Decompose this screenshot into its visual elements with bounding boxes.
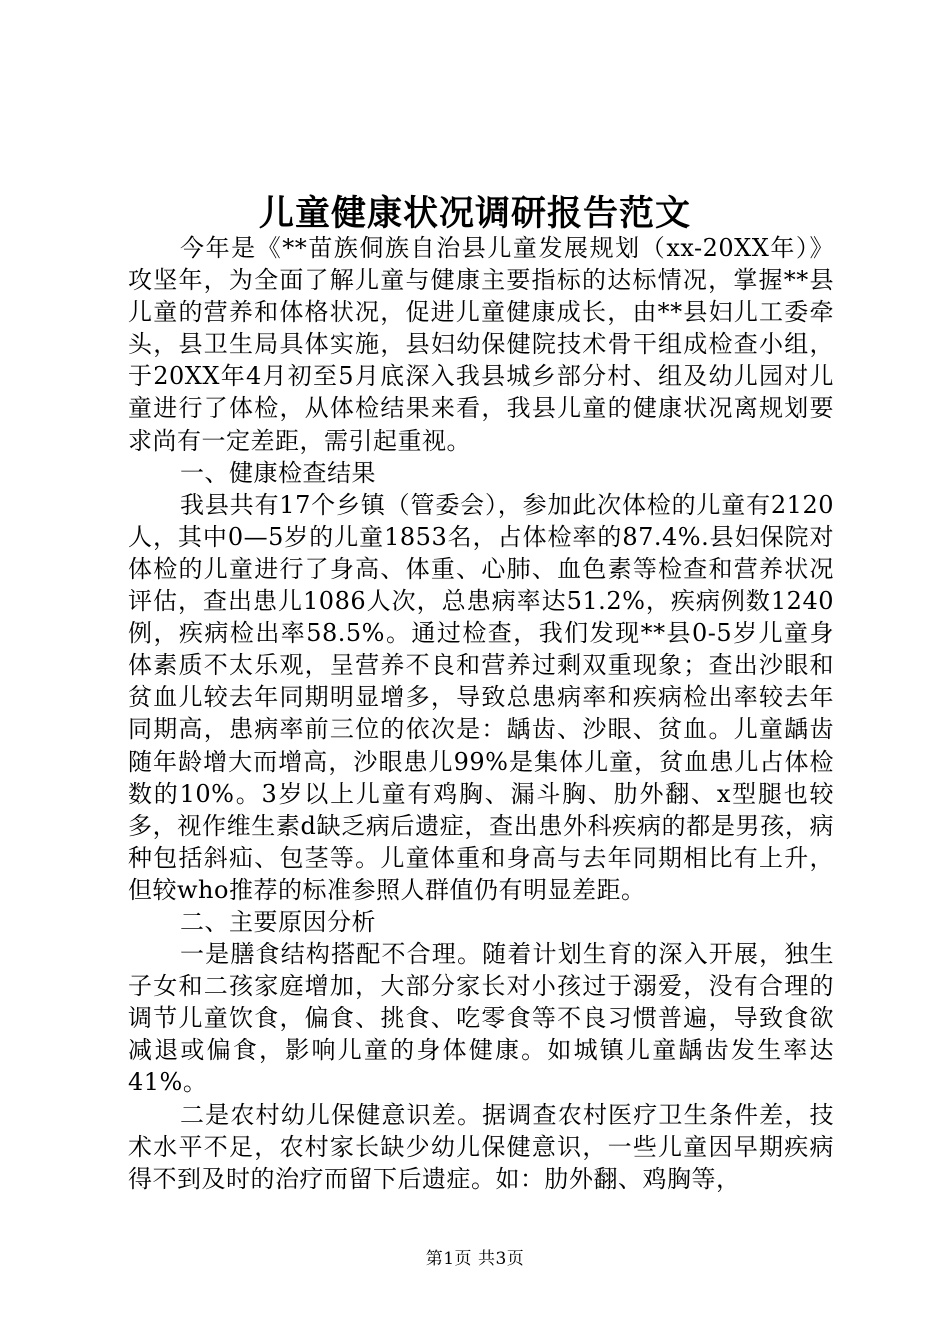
section-heading-causes: 二、主要原因分析: [180, 907, 376, 936]
results-paragraph: 我县共有17个乡镇（管委会），参加此次体检的儿童有2120人，其中0—5岁的儿童1853名，占体检率的87.4%.县妇保院对体检的儿童进行了身高、体重、心肺、血色素等检查和营养状况评估，查出患儿1086人次，总患病率达51.2%，疾病例数1240例，疾病检出率58.5%。通过检查，我们发现**县0-5岁儿童身体素质不太乐观，呈营养不良和营养过剩双重现象；查出沙眼和贫血儿较去年同期明显增多，导致总患病率和疾病检出率较去年同期高，患病率前三位的依次是：龋齿、沙眼、贫血。儿童龋齿随年龄增大而增高，沙眼患儿99%是集体儿童，贫血患儿占体检数的10%。3岁以上儿童有鸡胸、漏斗胸、肋外翻、x型腿也较多，视作维生素d缺乏病后遗症，查出患外科疾病的都是男孩，病种包括斜疝、包茎等。儿童体重和身高与去年同期相比有上升，但较who推荐的标准参照人群值仍有明显差距。: [128, 490, 834, 904]
page-footer: 第1页 共3页: [425, 1249, 525, 1269]
section-heading-results: 一、健康检查结果: [180, 458, 376, 487]
cause-paragraph-2: 二是农村幼儿保健意识差。据调查农村医疗卫生条件差，技术水平不足，农村家长缺少幼儿保健意识，一些儿童因早期疾病得不到及时的治疗而留下后遗症。如：肋外翻、鸡胸等，: [128, 1100, 834, 1193]
document-title: 儿童健康状况调研报告范文: [258, 193, 691, 234]
document-body: [128, 232, 834, 1195]
intro-paragraph: 今年是《**苗族侗族自治县儿童发展规划（xx-20XX年）》攻坚年，为全面了解儿童与健康主要指标的达标情况，掌握**县儿童的营养和体格状况，促进儿童健康成长，由**县妇儿工委牵头，县卫生局具体实施，县妇幼保健院技术骨干组成检查小组，于20XX年4月初至5月底深入我县城乡部分村、组及幼儿园对儿童进行了体检，从体检结果来看，我县儿童的健康状况离规划要求尚有一定差距，需引起重视。: [128, 234, 834, 455]
cause-paragraph-1: 一是膳食结构搭配不合理。随着计划生育的深入开展，独生子女和二孩家庭增加，大部分家长对小孩过于溺爱，没有合理的调节儿童饮食，偏食、挑食、吃零食等不良习惯普遍，导致食欲减退或偏食，影响儿童的身体健康。如城镇儿童龋齿发生率达41%。: [128, 940, 834, 1097]
